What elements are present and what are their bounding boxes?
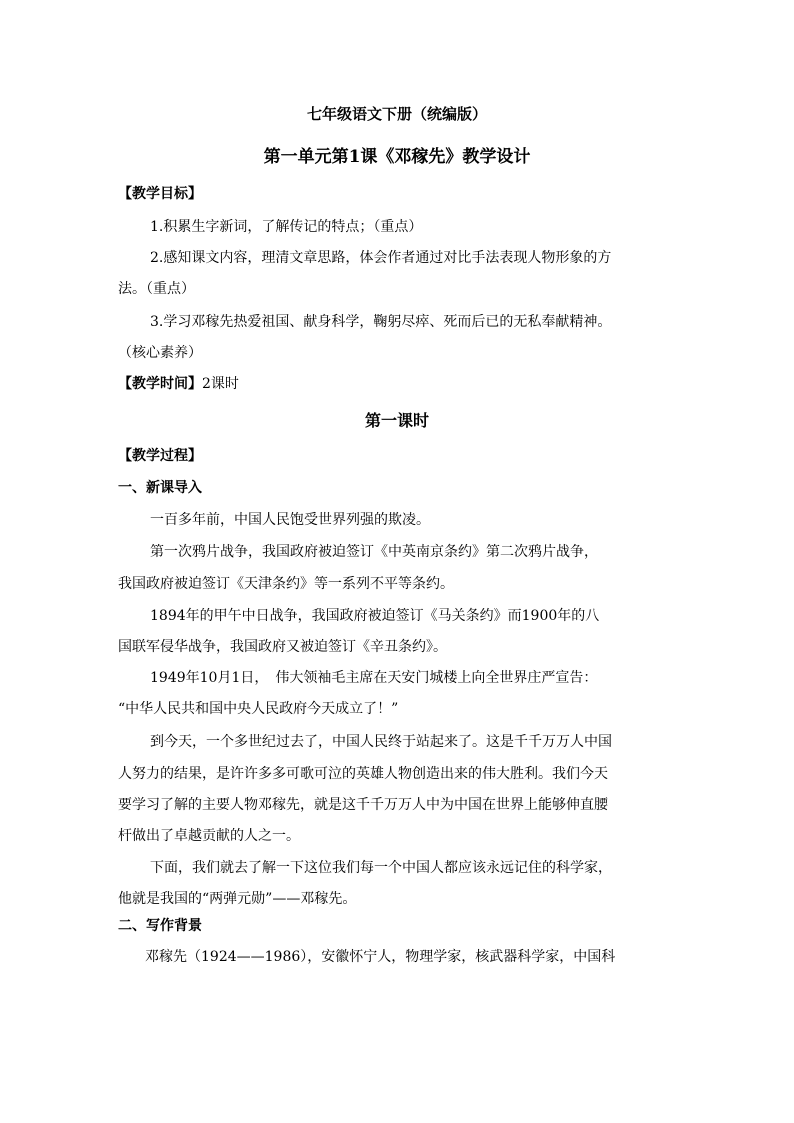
document-subtitle: 七年级语文下册（统编版） bbox=[306, 105, 487, 123]
section-2-paragraph-1: 邓稼先（1924——1986），安徽怀宁人，物理学家，核武器科学家，中国科 bbox=[145, 949, 616, 965]
teaching-time bbox=[0, 374, 794, 394]
objective-item-2-line-2: 法。（重点） bbox=[118, 281, 195, 297]
teaching-time-label: 【教学时间】 bbox=[118, 376, 202, 392]
teaching-time-value: 2课时 bbox=[202, 376, 239, 392]
section-1-paragraph-5-line-3: 要学习了解的主要人物邓稼先，就是这千千万万人中为中国在世界上能够伸直腰 bbox=[118, 797, 608, 813]
section-1-heading: 一、新课导入 bbox=[118, 480, 202, 496]
process-heading: 【教学过程】 bbox=[118, 448, 202, 464]
document-title: 第一单元第1课《邓稼先》教学设计 bbox=[263, 147, 531, 167]
section-1-paragraph-5-line-2: 人努力的结果，是许许多多可歌可泣的英雄人物创造出来的伟大胜利。我们今天 bbox=[118, 766, 608, 782]
section-1-paragraph-1: 一百多年前，中国人民饱受世界列强的欺凌。 bbox=[150, 512, 430, 528]
section-1-paragraph-6-line-1: 下面，我们就去了解一下这位我们每一个中国人都应该永远记住的科学家， bbox=[150, 860, 612, 876]
section-1-paragraph-6-line-2: 他就是我国的“两弹元勋”——邓稼先。 bbox=[118, 891, 357, 907]
section-1-paragraph-5-line-1: 到今天，一个多世纪过去了，中国人民终于站起来了。这是千千万万人中国 bbox=[150, 734, 612, 750]
objective-item-3-line-2: （核心素养） bbox=[118, 345, 202, 361]
objective-item-1: 1.积累生字新词，了解传记的特点；（重点） bbox=[150, 219, 423, 235]
section-1-paragraph-5-line-4: 杆做出了卓越贡献的人之一。 bbox=[118, 828, 300, 844]
section-1-paragraph-2-line-1: 第一次鸦片战争，我国政府被迫签订《中英南京条约》第二次鸦片战争， bbox=[150, 544, 598, 560]
section-1-paragraph-3-line-2: 国联军侵华战争，我国政府又被迫签订《辛丑条约》。 bbox=[118, 639, 447, 655]
objective-item-2-line-1: 2.感知课文内容，理清文章思路，体会作者通过对比手法表现人物形象的方 bbox=[150, 250, 612, 266]
objectives-heading: 【教学目标】 bbox=[118, 186, 202, 202]
section-1-paragraph-3-line-1: 1894年的甲午中日战争，我国政府被迫签订《马关条约》而1900年的八 bbox=[150, 608, 600, 624]
section-2-heading: 二、写作背景 bbox=[118, 918, 202, 934]
lesson-heading: 第一课时 bbox=[364, 411, 429, 430]
section-1-paragraph-4-line-1: 1949年10月1日， 伟大领袖毛主席在天安门城楼上向全世界庄严宣告： bbox=[150, 670, 598, 686]
section-1-paragraph-4-line-2: “中华人民共和国中央人民政府今天成立了！” bbox=[118, 701, 399, 717]
objective-item-3-line-1: 3.学习邓稼先热爱祖国、献身科学，鞠躬尽瘁、死而后已的无私奉献精神。 bbox=[150, 314, 612, 330]
section-1-paragraph-2-line-2: 我国政府被迫签订《天津条约》等一系列不平等条约。 bbox=[118, 576, 454, 592]
